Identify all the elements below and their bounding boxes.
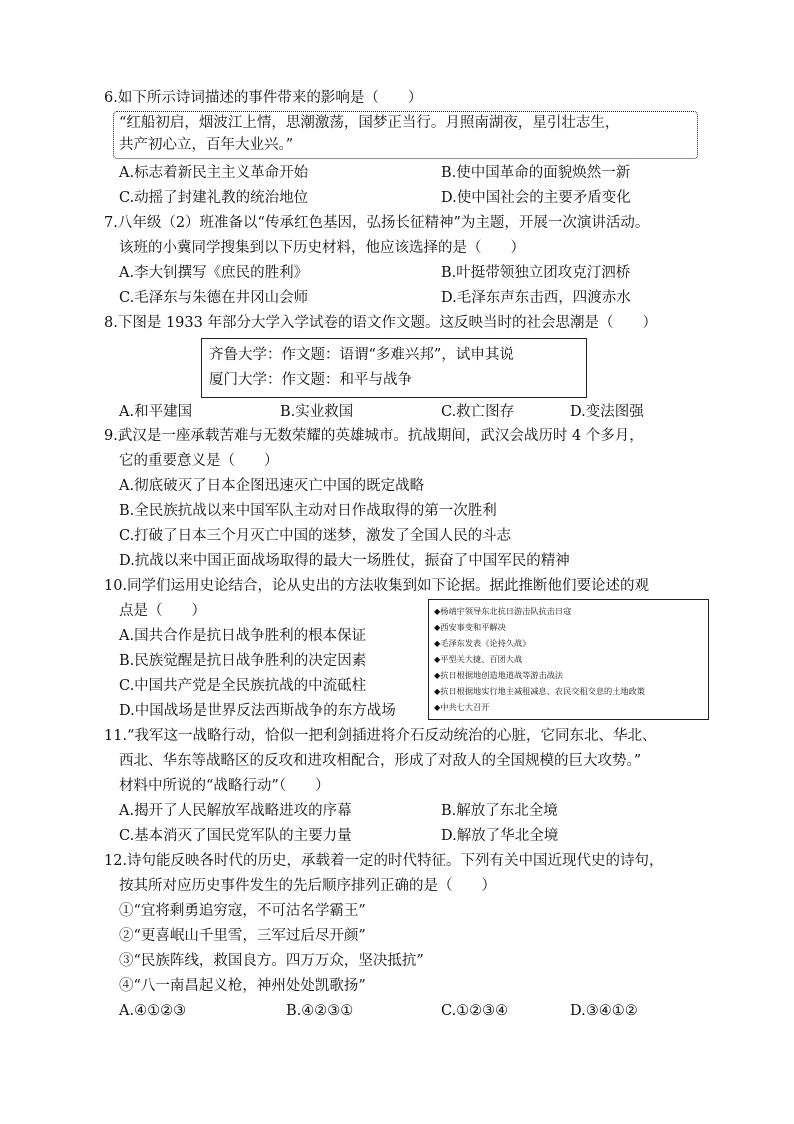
q12-option-b: B.④②③① — [286, 1003, 354, 1019]
q8-box-line1: 齐鲁大学：作文题：语谓“多难兴邦”，试申其说 — [209, 347, 514, 363]
q9-stem-line1: 9.武汉是一座承载苦难与无数荣耀的英雄城市。抗战期间，武汉会战历时 4 个多月， — [104, 428, 644, 444]
q11-stem-line2: 西北、华东等战略区的反攻和进攻相配合，形成了对敌人的全国规模的巨大攻势。” — [119, 753, 642, 769]
q11-option-a: A.揭开了人民解放军战略进攻的序幕 — [119, 803, 352, 819]
q11-stem-line3: 材料中所说的“战略行动”（ ） — [119, 778, 330, 794]
q9-stem-line2: 它的重要意义是（ ） — [119, 453, 279, 469]
q6-option-c: C.动摇了封建礼教的统治地位 — [119, 190, 309, 206]
q12-item-1: ①“宜将剩勇追穷寇，不可沽名学霸王” — [119, 903, 366, 919]
q12-item-4: ④“八一南昌起义枪，神州处处凯歌扬” — [119, 978, 366, 994]
q9-option-b: B.全民族抗战以来中国军队主动对日作战取得的第一次胜利 — [119, 503, 497, 519]
q6-option-d: D.使中国社会的主要矛盾变化 — [441, 190, 631, 206]
q6-stem: 6.如下所示诗词描述的事件带来的影响是（ ） — [104, 90, 423, 106]
q10-evidence-2: ◆西安事变和平解决 — [434, 622, 506, 632]
q11-stem-line1: 11.“我军这一战略行动，恰似一把利剑插进将介石反动统治的心脏，它同东北、华北、 — [104, 728, 657, 744]
q11-option-b: B.解放了东北全境 — [441, 803, 558, 819]
q10-option-d: D.中国战场是世界反法西斯战争的东方战场 — [119, 703, 396, 719]
q9-option-c: C.打破了日本三个月灭亡中国的迷梦，激发了全国人民的斗志 — [119, 528, 512, 544]
q10-evidence-1: ◆杨靖宇领导东北抗日游击队抗击日寇 — [434, 606, 572, 616]
q7-stem-line2: 该班的小冀同学搜集到以下历史材料，他应该选择的是（ ） — [119, 240, 525, 256]
q8-option-b: B.实业救国 — [280, 404, 354, 420]
q8-option-c: C.救亡图存 — [441, 404, 515, 420]
q7-option-c: C.毛泽东与朱德在井冈山会师 — [119, 290, 309, 306]
q8-option-d: D.变法图强 — [570, 404, 644, 420]
q10-option-c: C.中国共产党是全民族抗战的中流砥柱 — [119, 678, 367, 694]
q10-evidence-4: ◆平型关大捷、百团大战 — [434, 654, 523, 664]
q12-stem-line1: 12.诗句能反映各时代的历史，承载着一定的时代特征。下列有关中国近现代史的诗句， — [104, 853, 664, 869]
q12-item-2: ②“更喜岷山千里雪，三军过后尽开颜” — [119, 928, 366, 944]
q6-quote-line2: 共产初心立，百年大业兴。” — [119, 137, 294, 153]
q10-option-b: B.民族觉醒是抗日战争胜利的决定因素 — [119, 653, 367, 669]
q7-option-b: B.叶挺带领独立团攻克汀泗桥 — [441, 265, 631, 281]
q7-stem-line1: 7.八年级（2）班准备以“传承红色基因，弘扬长征精神”为主题，开展一次演讲活动。 — [104, 215, 650, 231]
q8-option-a: A.和平建国 — [119, 404, 193, 420]
q6-option-b: B.使中国革命的面貌焕然一新 — [441, 165, 631, 181]
q6-quote-line1: “红船初启，烟波江上情，思潮激荡，国梦正当行。月照南湖夜，星引壮志生， — [119, 115, 620, 131]
q10-option-a: A.国共合作是抗日战争胜利的根本保证 — [119, 628, 367, 644]
q7-option-d: D.毛泽东声东击西，四渡赤水 — [441, 290, 631, 306]
q12-option-d: D.③④①② — [570, 1003, 638, 1019]
q9-option-d: D.抗战以来中国正面战场取得的最大一场胜仗，振奋了中国军民的精神 — [119, 553, 570, 569]
q10-evidence-3: ◆毛泽东发表《论持久战》 — [434, 638, 531, 648]
q8-stem: 8.下图是 1933 年部分大学入学试卷的语文作文题。这反映当时的社会思潮是（ ） — [104, 315, 657, 331]
q10-evidence-6: ◆抗日根据地实行地主减租减息、农民交租交息的土地政策 — [434, 686, 645, 696]
q7-option-a: A.李大钊撰写《庶民的胜利》 — [119, 265, 309, 281]
q12-stem-line2: 按其所对应历史事件发生的先后顺序排列正确的是（ ） — [119, 878, 496, 894]
q10-evidence-5: ◆抗日根据地创造地道战等游击战法 — [434, 670, 564, 680]
q10-stem-line2: 点是（ ） — [119, 603, 206, 619]
q10-evidence-7: ◆中共七大召开 — [434, 702, 490, 712]
q12-option-c: C.①②③④ — [441, 1003, 509, 1019]
q6-option-a: A.标志着新民主主义革命开始 — [119, 165, 309, 181]
q12-option-a: A.④①②③ — [119, 1003, 187, 1019]
q9-option-a: A.彻底破灭了日本企图迅速灭亡中国的既定战略 — [119, 478, 425, 494]
q12-item-3: ③“民族阵线，救国良方。四万万众，坚决抵抗” — [119, 953, 424, 969]
q11-option-c: C.基本消灭了国民党军队的主要力量 — [119, 828, 352, 844]
q11-option-d: D.解放了华北全境 — [441, 828, 559, 844]
q8-box-line2: 厦门大学：作文题：和平与战争 — [209, 372, 412, 388]
q10-stem-line1: 10.同学们运用史论结合，论从史出的方法收集到如下论据。据此推断他们要论述的观 — [104, 578, 650, 594]
